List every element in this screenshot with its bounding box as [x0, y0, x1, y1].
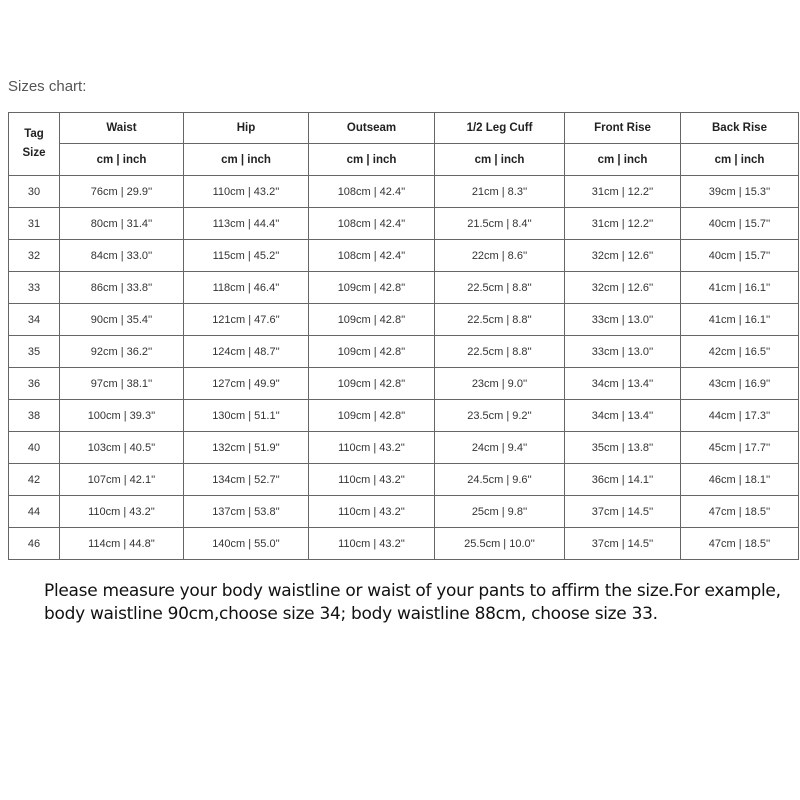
- front-rise-cell: 35cm | 13.8'': [565, 432, 681, 464]
- table-row: [9, 272, 799, 304]
- leg-cuff-cell: 25.5cm | 10.0'': [435, 528, 565, 560]
- front-rise-cell: 33cm | 13.0'': [565, 336, 681, 368]
- waist-cell: 84cm | 33.0'': [60, 240, 184, 272]
- waist-cell: 80cm | 31.4'': [60, 208, 184, 240]
- waist-cell: 114cm | 44.8'': [60, 528, 184, 560]
- column-header-waist: Waist: [60, 113, 184, 144]
- back-rise-cell: 40cm | 15.7'': [681, 208, 799, 240]
- unit-label: cm | inch: [60, 144, 184, 176]
- unit-row: [9, 144, 799, 176]
- hip-cell: 124cm | 48.7'': [184, 336, 309, 368]
- leg-cuff-cell: 24cm | 9.4'': [435, 432, 565, 464]
- size-chart-table: [8, 112, 799, 560]
- unit-label: cm | inch: [184, 144, 309, 176]
- front-rise-cell: 31cm | 12.2'': [565, 176, 681, 208]
- waist-cell: 86cm | 33.8'': [60, 272, 184, 304]
- outseam-cell: 110cm | 43.2'': [309, 464, 435, 496]
- tag-size-cell: 35: [9, 336, 60, 368]
- column-header-outseam: Outseam: [309, 113, 435, 144]
- back-rise-cell: 41cm | 16.1'': [681, 304, 799, 336]
- hip-cell: 127cm | 49.9'': [184, 368, 309, 400]
- front-rise-cell: 34cm | 13.4'': [565, 368, 681, 400]
- tag-size-header-line2: Size: [22, 147, 46, 159]
- back-rise-cell: 42cm | 16.5'': [681, 336, 799, 368]
- unit-label: cm | inch: [565, 144, 681, 176]
- leg-cuff-cell: 21cm | 8.3'': [435, 176, 565, 208]
- sizing-note: Please measure your body waistline or waist of your pants to affirm the size.For example, body waistline 90cm,choose size 34; body waistline 88cm, choose size 33.: [44, 581, 781, 624]
- back-rise-cell: 46cm | 18.1'': [681, 464, 799, 496]
- table-row: [9, 496, 799, 528]
- hip-cell: 113cm | 44.4'': [184, 208, 309, 240]
- leg-cuff-cell: 23cm | 9.0'': [435, 368, 565, 400]
- front-rise-cell: 32cm | 12.6'': [565, 240, 681, 272]
- back-rise-cell: 39cm | 15.3'': [681, 176, 799, 208]
- back-rise-cell: 45cm | 17.7'': [681, 432, 799, 464]
- leg-cuff-cell: 24.5cm | 9.6'': [435, 464, 565, 496]
- table-row: [9, 208, 799, 240]
- outseam-cell: 110cm | 43.2'': [309, 528, 435, 560]
- hip-cell: 110cm | 43.2'': [184, 176, 309, 208]
- tag-size-cell: 40: [9, 432, 60, 464]
- column-header-front-rise: Front Rise: [565, 113, 681, 144]
- front-rise-cell: 36cm | 14.1'': [565, 464, 681, 496]
- table-row: [9, 368, 799, 400]
- front-rise-cell: 37cm | 14.5'': [565, 528, 681, 560]
- hip-cell: 140cm | 55.0'': [184, 528, 309, 560]
- waist-cell: 103cm | 40.5'': [60, 432, 184, 464]
- back-rise-cell: 44cm | 17.3'': [681, 400, 799, 432]
- hip-cell: 132cm | 51.9'': [184, 432, 309, 464]
- unit-label: cm | inch: [435, 144, 565, 176]
- unit-label: cm | inch: [309, 144, 435, 176]
- outseam-cell: 109cm | 42.8'': [309, 400, 435, 432]
- header-row: [9, 113, 799, 144]
- waist-cell: 90cm | 35.4'': [60, 304, 184, 336]
- waist-cell: 110cm | 43.2'': [60, 496, 184, 528]
- outseam-cell: 110cm | 43.2'': [309, 432, 435, 464]
- hip-cell: 118cm | 46.4'': [184, 272, 309, 304]
- tag-size-cell: 42: [9, 464, 60, 496]
- table-body: [9, 176, 799, 560]
- leg-cuff-cell: 22cm | 8.6'': [435, 240, 565, 272]
- column-header-leg-cuff: 1/2 Leg Cuff: [435, 113, 565, 144]
- back-rise-cell: 47cm | 18.5'': [681, 528, 799, 560]
- tag-size-cell: 38: [9, 400, 60, 432]
- tag-size-cell: 46: [9, 528, 60, 560]
- leg-cuff-cell: 22.5cm | 8.8'': [435, 336, 565, 368]
- hip-cell: 121cm | 47.6'': [184, 304, 309, 336]
- outseam-cell: 109cm | 42.8'': [309, 368, 435, 400]
- back-rise-cell: 43cm | 16.9'': [681, 368, 799, 400]
- tag-size-cell: 32: [9, 240, 60, 272]
- hip-cell: 134cm | 52.7'': [184, 464, 309, 496]
- outseam-cell: 109cm | 42.8'': [309, 272, 435, 304]
- waist-cell: 97cm | 38.1'': [60, 368, 184, 400]
- tag-size-cell: 44: [9, 496, 60, 528]
- table-row: [9, 304, 799, 336]
- front-rise-cell: 37cm | 14.5'': [565, 496, 681, 528]
- table-row: [9, 336, 799, 368]
- front-rise-cell: 32cm | 12.6'': [565, 272, 681, 304]
- table-row: [9, 176, 799, 208]
- outseam-cell: 108cm | 42.4'': [309, 176, 435, 208]
- outseam-cell: 108cm | 42.4'': [309, 208, 435, 240]
- tag-size-cell: 34: [9, 304, 60, 336]
- hip-cell: 137cm | 53.8'': [184, 496, 309, 528]
- front-rise-cell: 33cm | 13.0'': [565, 304, 681, 336]
- outseam-cell: 108cm | 42.4'': [309, 240, 435, 272]
- table-row: [9, 400, 799, 432]
- back-rise-cell: 47cm | 18.5'': [681, 496, 799, 528]
- leg-cuff-cell: 22.5cm | 8.8'': [435, 272, 565, 304]
- tag-size-cell: 31: [9, 208, 60, 240]
- page-title: Sizes chart:: [8, 78, 87, 95]
- leg-cuff-cell: 23.5cm | 9.2'': [435, 400, 565, 432]
- leg-cuff-cell: 21.5cm | 8.4'': [435, 208, 565, 240]
- waist-cell: 107cm | 42.1'': [60, 464, 184, 496]
- waist-cell: 76cm | 29.9'': [60, 176, 184, 208]
- hip-cell: 130cm | 51.1'': [184, 400, 309, 432]
- column-header-back-rise: Back Rise: [681, 113, 799, 144]
- outseam-cell: 110cm | 43.2'': [309, 496, 435, 528]
- tag-size-cell: 36: [9, 368, 60, 400]
- tag-size-header: [9, 113, 60, 176]
- table-row: [9, 528, 799, 560]
- leg-cuff-cell: 22.5cm | 8.8'': [435, 304, 565, 336]
- back-rise-cell: 41cm | 16.1'': [681, 272, 799, 304]
- front-rise-cell: 34cm | 13.4'': [565, 400, 681, 432]
- tag-size-cell: 33: [9, 272, 60, 304]
- front-rise-cell: 31cm | 12.2'': [565, 208, 681, 240]
- column-header-hip: Hip: [184, 113, 309, 144]
- tag-size-cell: 30: [9, 176, 60, 208]
- outseam-cell: 109cm | 42.8'': [309, 304, 435, 336]
- table-row: [9, 240, 799, 272]
- waist-cell: 100cm | 39.3'': [60, 400, 184, 432]
- tag-size-header-line1: Tag: [24, 128, 44, 140]
- back-rise-cell: 40cm | 15.7'': [681, 240, 799, 272]
- table-row: [9, 432, 799, 464]
- hip-cell: 115cm | 45.2'': [184, 240, 309, 272]
- outseam-cell: 109cm | 42.8'': [309, 336, 435, 368]
- unit-label: cm | inch: [681, 144, 799, 176]
- leg-cuff-cell: 25cm | 9.8'': [435, 496, 565, 528]
- waist-cell: 92cm | 36.2'': [60, 336, 184, 368]
- table-row: [9, 464, 799, 496]
